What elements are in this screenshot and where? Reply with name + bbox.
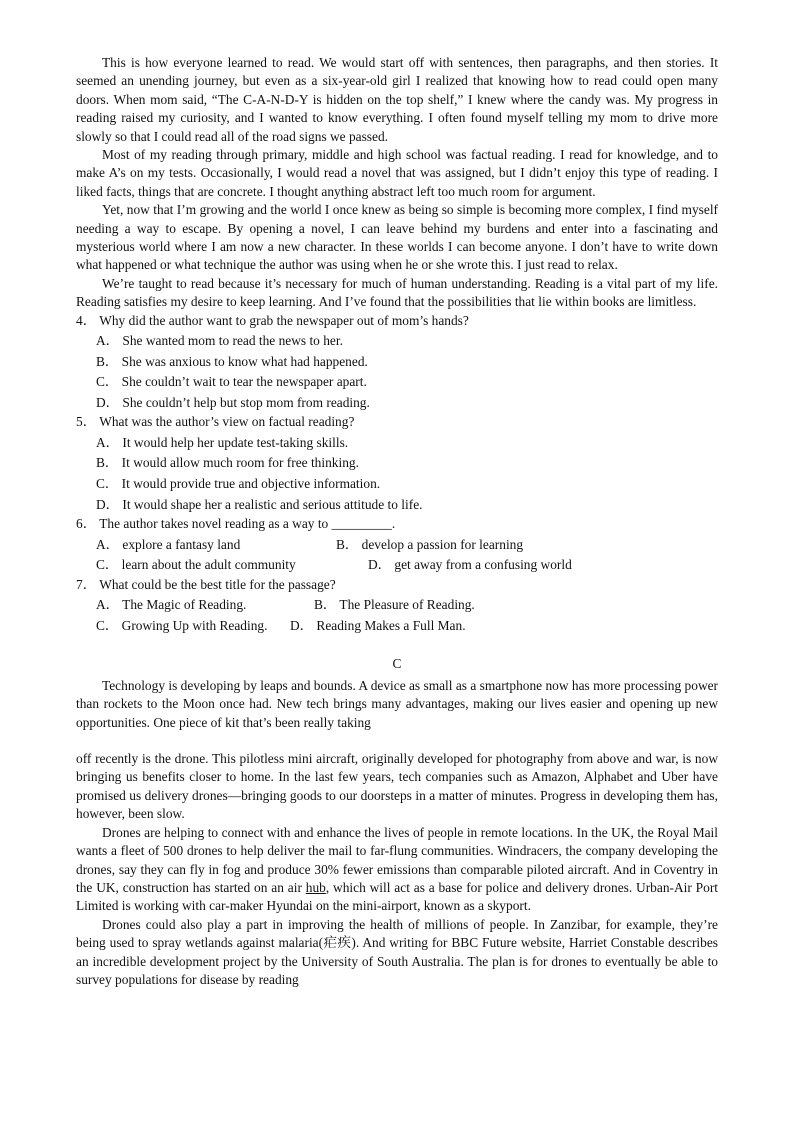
question-5-option-d: D． It would shape her a realistic and serious attitude to life.: [96, 496, 423, 512]
question-4-option-b: B． She was anxious to know what had happened.: [96, 353, 368, 369]
question-4-option-c: C． She couldn’t wait to tear the newspaper apart.: [96, 374, 367, 390]
passage-c-paragraph-1-continued: off recently is the drone. This pilotless mini aircraft, originally developed for photography from above and war, is now bringing us benefits closer to home. In the last few years, tech companies such as Amazon, Alphabet and Uber have promised us delivery drones—bringing goods to our doorsteps in a matter of minutes. Progress in developing them has, however, been slow.: [76, 751, 718, 822]
passage-c-paragraph-3: Drones could also play a part in improving the health of millions of people. In Zanzibar, for example, they’re being used to spray wetlands against malaria(疟疾). And writing for BBC Future website, Harriet Constable describes an incredible development project by the University of South Australia. The plan is for drones to eventually be able to survey populations for disease by reading: [76, 916, 718, 987]
question-5-option-a: A． It would help her update test-taking skills.: [96, 434, 349, 450]
passage-c-paragraph-2: [76, 824, 718, 916]
passage-b-paragraph-3: Yet, now that I’m growing and the world I once knew as being so simple is becoming more complex, I find myself needing a way to escape. By opening a novel, I can leave behind my burdens and enter into a fascinating and mysterious world where I am now a new character. In these worlds I can become anyone. I don’t have to write down what happened or what technique the author was using when he or she wrote this. I just read to relax.: [76, 202, 718, 273]
question-7-option-b: B． The Pleasure of Reading.: [314, 597, 475, 613]
question-7-option-d: D． Reading Makes a Full Man.: [290, 617, 466, 633]
question-7-stem: 7． What could be the best title for the passage?: [76, 576, 336, 592]
passage-c-heading: C: [392, 656, 402, 672]
question-7-options-row-1: [96, 595, 718, 616]
passage-b-paragraph-2: Most of my reading through primary, middle and high school was factual reading. I read for knowledge, and to make A’s on my tests. Occasionally, I would read a novel that was assigned, but I didn’t enjoy this type of reading. I liked facts, things that are concrete. I thought anything abstract left too much room for argument.: [76, 147, 718, 199]
question-6-option-d: D． get away from a confusing world: [368, 557, 572, 573]
passage-c-paragraph-2-text-b: , which will act as a base for police and delivery drones. Urban-Air Port Limited is working with car-maker Hyundai on the mini-airport, known as a skyport.: [76, 879, 718, 914]
question-5-stem: 5． What was the author’s view on factual reading?: [76, 414, 355, 430]
question-6-stem: 6． The author takes novel reading as a way to _________.: [76, 516, 396, 532]
question-4-stem: 4． Why did the author want to grab the newspaper out of mom’s hands?: [76, 312, 469, 328]
question-6-options-row-1: [96, 535, 718, 556]
question-7-option-a: A． The Magic of Reading.: [96, 597, 247, 613]
question-6-option-c: C． learn about the adult community: [96, 557, 296, 573]
passage-b-paragraph-4: We’re taught to read because it’s necessary for much of human understanding. Reading is a vital part of my life. Reading satisfies my desire to keep learning. And I’ve found that the possibilities that lie within books are limitless.: [76, 275, 718, 310]
question-4-option-d: D． She couldn’t help but stop mom from reading.: [96, 394, 370, 410]
question-6-option-b: B． develop a passion for learning: [336, 536, 524, 552]
question-4-option-a: A． She wanted mom to read the news to her.: [96, 333, 343, 349]
question-5-option-c: C． It would provide true and objective information.: [96, 476, 381, 492]
question-5-option-b: B． It would allow much room for free thinking.: [96, 455, 359, 471]
page-break-gap: [76, 732, 718, 750]
question-7-option-c: C． Growing Up with Reading.: [96, 617, 268, 633]
passage-c-paragraph-1-start: Technology is developing by leaps and bounds. A device as small as a smartphone now has more processing power than rockets to the Moon once had. New tech brings many advantages, making our lives easier and opening up new opportunities. One piece of kit that’s been really taking: [76, 677, 719, 730]
passage-c-paragraph-2-text-a: Drones are helping to connect with and enhance the lives of people in remote locations. In the UK, the Royal Mail wants a fleet of 500 drones to help deliver the mail to far-flung communities. Windracers, the company developing the drones, say they can fly in fog and produce 30% fewer emissions than comparable piloted aircraft. And in Coventry in the UK, construction has started on an air: [76, 824, 718, 895]
passage-b-paragraph-1: This is how everyone learned to read. We would start off with sentences, then paragraphs, and then stories. It seemed an unending journey, but even as a six-year-old girl I realized that knowing how to read could open many doors. When mom said, “The C-A-N-D-Y is hidden on the top shelf,” I knew where the candy was. My progress in reading raised my curiosity, and I wanted to know everything. I often found myself telling my mom to drive more slowly so that I could read all of the road signs we passed.: [76, 55, 718, 144]
underlined-word-hub: hub: [305, 879, 326, 895]
exam-page: [76, 54, 718, 989]
question-6-options-row-2: [96, 555, 718, 576]
question-7-options-row-2: [96, 616, 718, 637]
question-6-option-a: A． explore a fantasy land: [96, 536, 241, 552]
